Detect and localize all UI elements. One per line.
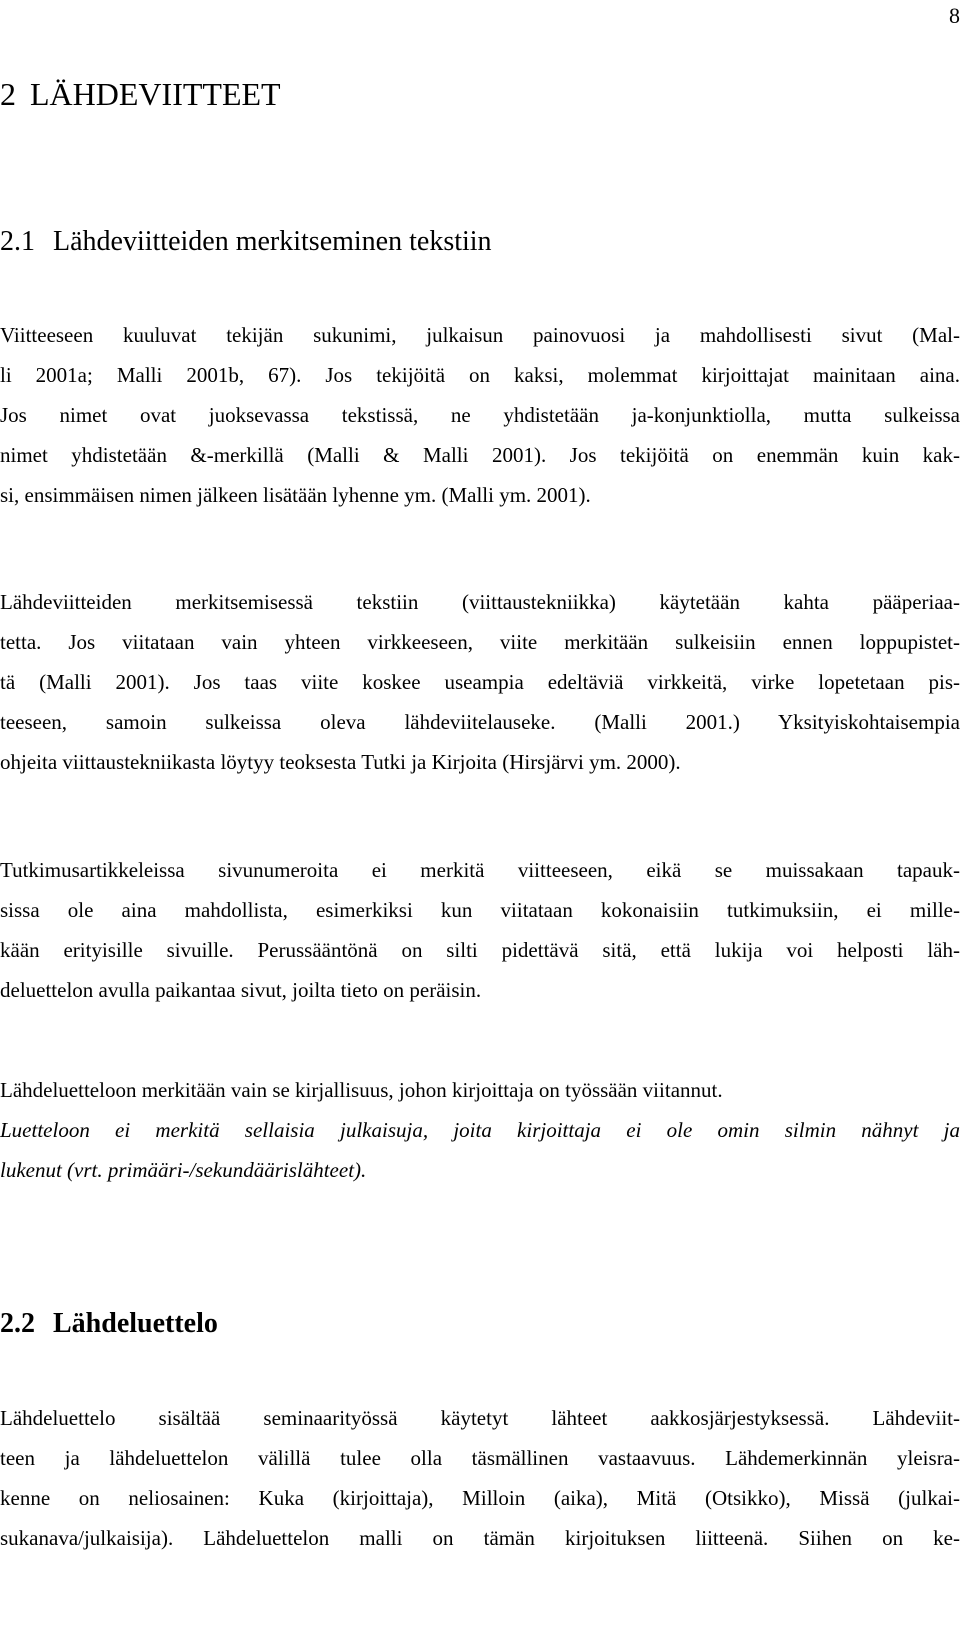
paragraph-citations-basics (0, 315, 960, 515)
paragraph-line: li 2001a; Malli 2001b, 67). Jos tekijöitä on kaksi, molemmat kirjoittajat mainitaan aina. (0, 363, 960, 387)
paragraph-line: kenne on neliosainen: Kuka (kirjoittaja), Milloin (aika), Mitä (Otsikko), Missä (julkai- (0, 1486, 960, 1510)
chapter-heading (0, 72, 281, 116)
paragraph-line-italic: lukenut (vrt. primääri-/sekundäärislähteet). (0, 1158, 367, 1182)
paragraph-line: Tutkimusartikkeleissa sivunumeroita ei merkitä viitteeseen, eikä se muissakaan tapauk- (0, 858, 960, 882)
section-heading-2-2 (0, 1304, 218, 1344)
section-title-2-2: Lähdeluettelo (53, 1308, 218, 1339)
paragraph-line: ohjeita viittaustekniikasta löytyy teoksesta Tutki ja Kirjoita (Hirsjärvi ym. 2000). (0, 750, 681, 774)
paragraph-line: teen ja lähdeluettelon välillä tulee olla täsmällinen vastaavuus. Lähdemerkinnän yleisra- (0, 1446, 960, 1470)
paragraph-line: si, ensimmäisen nimen jälkeen lisätään lyhenne ym. (Malli ym. 2001). (0, 483, 591, 507)
paragraph-line: Lähdeviitteiden merkitsemisessä tekstiin (viittaustekniikka) käytetään kahta pääperiaa- (0, 590, 960, 614)
page-number: 8 (949, 3, 960, 28)
paragraph-reference-list (0, 1398, 960, 1558)
section-number-2-1: 2.1 (0, 226, 35, 257)
paragraph-line: sissa ole aina mahdollista, esimerkiksi kun viitataan kokonaisiin tutkimuksiin, ei mille- (0, 898, 960, 922)
paragraph-line: Lähdeluettelo sisältää seminaarityössä käytetyt lähteet aakkosjärjestyksessä. Lähdeviit- (0, 1406, 960, 1430)
section-heading-2-1 (0, 222, 492, 262)
paragraph-line: sukanava/julkaisija). Lähdeluettelon malli on tämän kirjoituksen liitteenä. Siihen on ke- (0, 1526, 960, 1550)
paragraph-line: Lähdeluetteloon merkitään vain se kirjallisuus, johon kirjoittaja on työssään viitannut. (0, 1078, 723, 1102)
section-title-2-1: Lähdeviitteiden merkitseminen tekstiin (53, 226, 492, 257)
paragraph-page-numbers (0, 850, 960, 1010)
chapter-title: LÄHDEVIITTEET (30, 76, 281, 112)
paragraph-line: kään erityisille sivuille. Perussääntönä on silti pidettävä sitä, että lukija voi helposti läh- (0, 938, 960, 962)
paragraph-reference-list-rule (0, 1070, 960, 1190)
paragraph-line: tä (Malli 2001). Jos taas viite koskee useampia edeltäviä virkkeitä, virke lopetetaan pis- (0, 670, 960, 694)
paragraph-line: nimet yhdistetään &-merkillä (Malli & Malli 2001). Jos tekijöitä on enemmän kuin kak- (0, 443, 960, 467)
paragraph-line: Viitteeseen kuuluvat tekijän sukunimi, julkaisun painovuosi ja mahdollisesti sivut (Mal- (0, 323, 960, 347)
paragraph-line-italic: Luetteloon ei merkitä sellaisia julkaisuja, joita kirjoittaja ei ole omin silmin nähnyt ja (0, 1118, 960, 1142)
paragraph-line: tetta. Jos viitataan vain yhteen virkkeeseen, viite merkitään sulkeisiin ennen loppupistet- (0, 630, 960, 654)
paragraph-citation-technique (0, 582, 960, 782)
section-number-2-2: 2.2 (0, 1308, 35, 1339)
paragraph-line: teeseen, samoin sulkeissa oleva lähdeviitelauseke. (Malli 2001.) Yksityiskohtaisempia (0, 710, 960, 734)
paragraph-line: deluettelon avulla paikantaa sivut, joilta tieto on peräisin. (0, 978, 482, 1002)
chapter-number: 2 (0, 76, 16, 112)
paragraph-line: Jos nimet ovat juoksevassa tekstissä, ne yhdistetään ja-konjunktiolla, mutta sulkeissa (0, 403, 960, 427)
